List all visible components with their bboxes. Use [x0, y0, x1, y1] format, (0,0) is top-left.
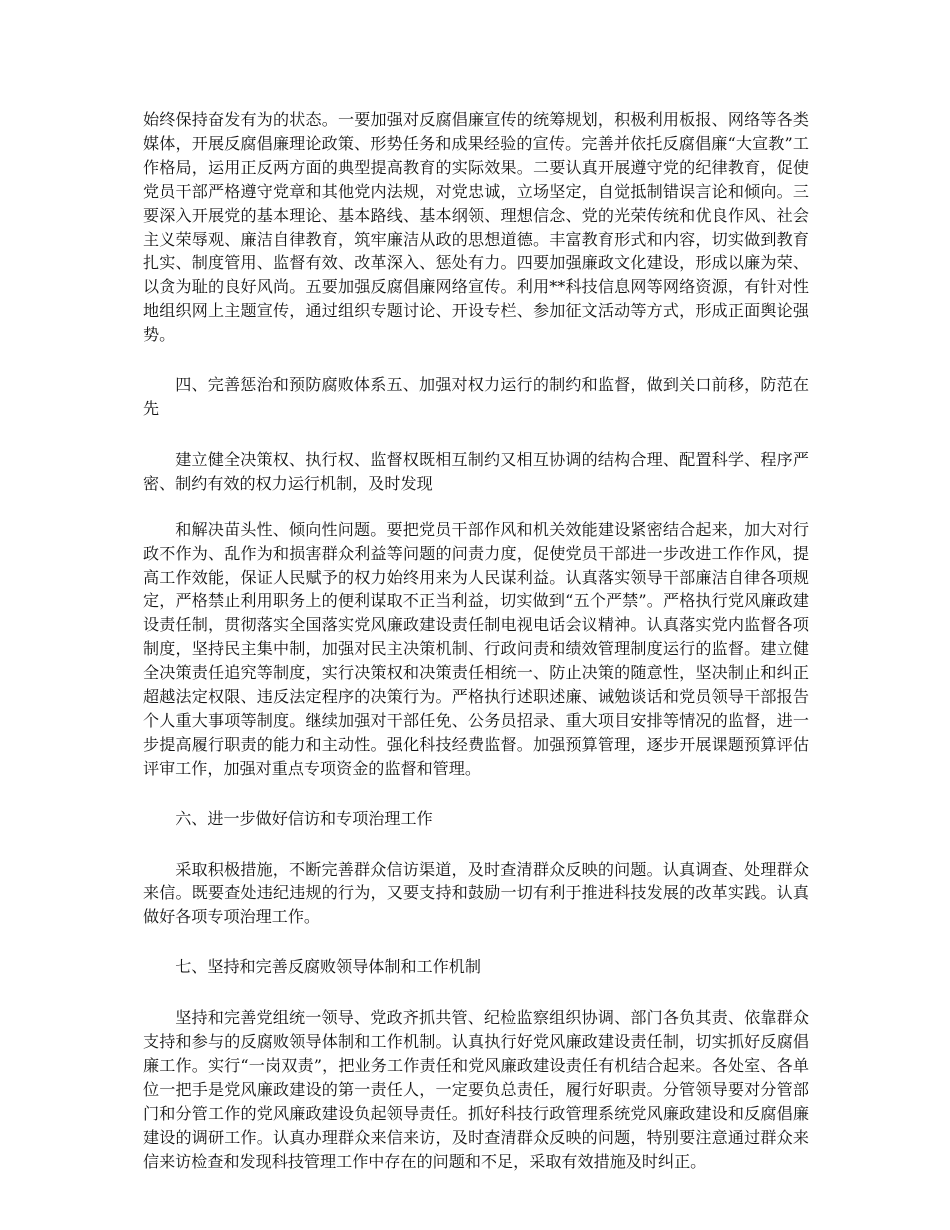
paragraph-supervision-details: 和解决苗头性、倾向性问题。要把党员干部作风和机关效能建设紧密结合起来，加大对行政不作为、乱作为和损害群众利益等问题的问责力度，促使党员干部进一步改进工作作风，提高工作效能，保证人民赋予的权力始终用来为人民谋利益。认真落实领导干部廉洁自律各项规定，严格禁止利用职务上的便利谋取不正当利益，切实做到“五个严禁”。严格执行党风廉政建设责任制，贯彻落实全国落实党风廉政建设责任制电视电话会议精神。认真落实党内监督各项制度，坚持民主集中制，加强对民主决策机制、行政问责和绩效管理制度运行的监督。建立健全决策责任追究等制度，实行决策权和决策责任相统一、防止决策的随意性，坚决制止和纠正超越法定权限、违反法定程序的决策行为。严格执行述职述廉、诫勉谈话和党员领导干部报告个人重大事项等制度。继续加强对干部任免、公务员招录、重大项目安排等情况的监督，进一步提高履行职责的能力和主动性。强化科技经费监督。加强预算管理，逐步开展课题预算评估评审工作，加强对重点专项资金的监督和管理。 [143, 519, 809, 778]
document-page [143, 108, 809, 1200]
paragraph-leadership-system: 坚持和完善党组统一领导、党政齐抓共管、纪检监察组织协调、部门各负其责、依靠群众支持和参与的反腐败领导体制和工作机制。认真执行好党风廉政建设责任制，切实抓好反腐倡廉工作。实行“一岗双责”，把业务工作责任和党风廉政建设责任有机结合起来。各处室、各单位一把手是党风廉政建设的第一责任人，一定要负总责任，履行好职责。分管领导要对分管部门和分管工作的党风廉政建设负起领导责任。抓好科技行政管理系统党风廉政建设和反腐倡廉建设的调研工作。认真办理群众来信来访，及时查清群众反映的问题，特别要注意通过群众来信来访检查和发现科技管理工作中存在的问题和不足，采取有效措施及时纠正。 [143, 1008, 809, 1171]
section-heading-4-5: 四、完善惩治和预防腐败体系五、加强对权力运行的制约和监督，做到关口前移，防范在先 [143, 375, 809, 418]
section-heading-7: 七、坚持和完善反腐败领导体制和工作机制 [175, 957, 481, 977]
paragraph-power-mechanism: 建立健全决策权、执行权、监督权既相互制约又相互协调的结构合理、配置科学、程序严密、制约有效的权力运行机制，及时发现 [143, 449, 809, 493]
section-heading-6: 六、进一步做好信访和专项治理工作 [175, 808, 433, 828]
paragraph-education-measures: 始终保持奋发有为的状态。一要加强对反腐倡廉宣传的统筹规划，积极利用板报、网络等各类媒体，开展反腐倡廉理论政策、形势任务和成果经验的宣传。完善并依托反腐倡廉“大宣教”工作格局，运用正反两方面的典型提高教育的实际效果。二要认真开展遵守党的纪律教育，促使党员干部严格遵守党章和其他党内法规，对党忠诚，立场坚定，自觉抵制错误言论和倾向。三要深入开展党的基本理论、基本路线、基本纲领、理想信念、党的光荣传统和优良作风、社会主义荣辱观、廉洁自律教育，筑牢廉洁从政的思想道德。丰富教育形式和内容，切实做到教育扎实、制度管用、监督有效、改革深入、惩处有力。四要加强廉政文化建设，形成以廉为荣、以贪为耻的良好风尚。五要加强反腐倡廉网络宣传。利用**科技信息网等网络资源，有针对性地组织网上主题宣传，通过组织专题讨论、开设专栏、参加征文活动等方式，形成正面舆论强势。 [143, 110, 809, 345]
paragraph-petition-work: 采取积极措施，不断完善群众信访渠道，及时查清群众反映的问题。认真调查、处理群众来信。既要查处违纪违规的行为，又要支持和鼓励一切有利于推进科技发展的改革实践。认真做好各项专项治理工作。 [143, 859, 809, 927]
